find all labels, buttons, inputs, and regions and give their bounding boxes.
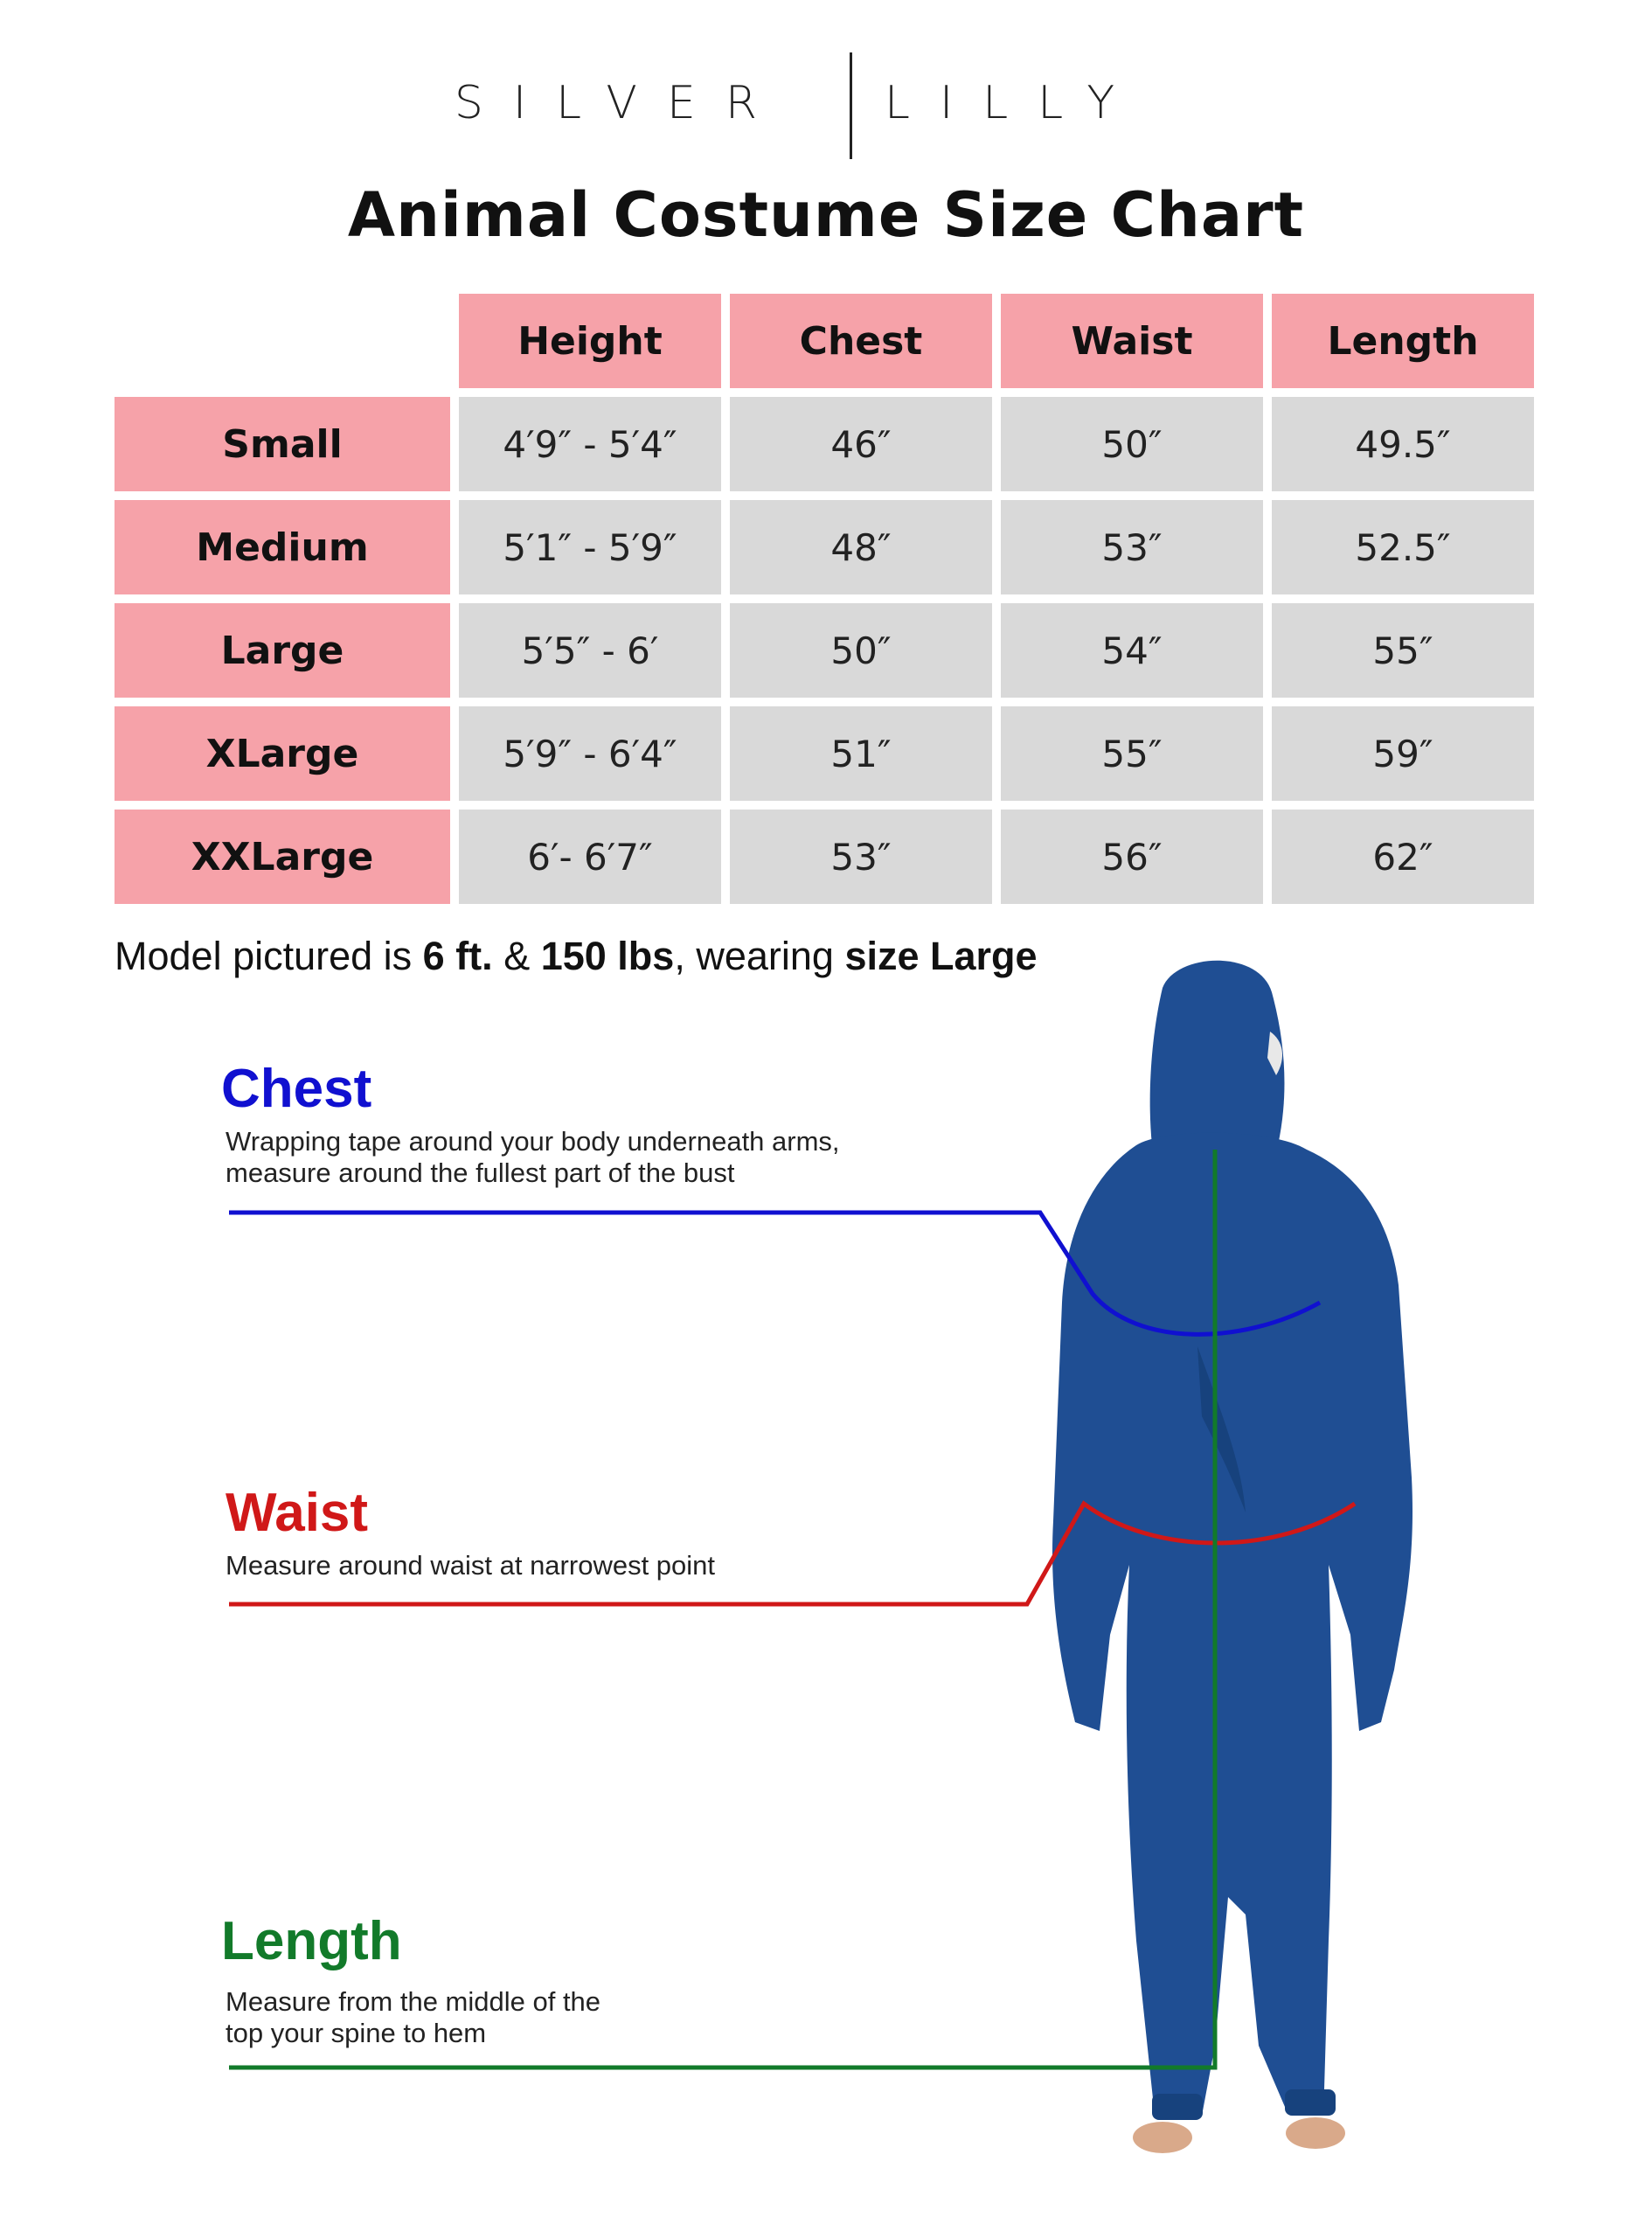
page-title: Animal Costume Size Chart [347,179,1305,251]
size-chart-table [106,285,1543,913]
model-weight: 150 lbs [540,934,675,978]
length-title: Length [221,1911,402,1971]
table-cell: 4′9″ - 5′4″ [459,397,721,491]
row-header-size: Small [115,397,450,491]
column-header-chest: Chest [730,294,992,388]
model-size: size Large [844,934,1038,978]
model-height: 6 ft. [422,934,493,978]
length-description [226,1986,907,2049]
table-cell: 48″ [730,500,992,594]
model-note-mid: , wearing [674,934,845,978]
table-cell: 51″ [730,706,992,801]
table-cell: 52.5″ [1272,500,1534,594]
chest-desc-line2: measure around the fullest part of the bust [226,1157,735,1188]
right-foot-shape [1286,2117,1345,2149]
brand-logo [0,52,1652,166]
table-cell: 59″ [1272,706,1534,801]
brand-name-right: LILLY [885,77,1145,129]
chest-desc-line1: Wrapping tape around your body underneath arms, [226,1126,840,1157]
table-row [115,397,1534,491]
table-cell: 56″ [1001,810,1263,904]
row-header-size: Large [115,603,450,698]
waist-desc-line1: Measure around waist at narrowest point [226,1550,716,1581]
table-header-row [115,294,1534,388]
brand-name-left: SILVER [454,77,787,129]
table-cell: 53″ [1001,500,1263,594]
row-header-size: XLarge [115,706,450,801]
row-header-size: XXLarge [115,810,450,904]
table-row [115,500,1534,594]
table-corner [115,294,450,388]
costume-figure [1052,961,1413,2120]
table-row [115,706,1534,801]
table-cell: 5′9″ - 6′4″ [459,706,721,801]
waist-description [226,1550,907,1581]
column-header-waist: Waist [1001,294,1263,388]
table-cell: 46″ [730,397,992,491]
table-cell: 62″ [1272,810,1534,904]
waist-title: Waist [226,1483,369,1543]
table-row [115,603,1534,698]
column-header-height: Height [459,294,721,388]
table-cell: 55″ [1272,603,1534,698]
table-cell: 5′1″ - 5′9″ [459,500,721,594]
brand-divider [850,52,852,159]
table-cell: 5′5″ - 6′ [459,603,721,698]
length-desc-line1: Measure from the middle of the [226,1986,601,2017]
chest-title: Chest [221,1059,372,1119]
table-cell: 6′- 6′7″ [459,810,721,904]
left-foot-shape [1133,2122,1192,2153]
table-cell: 50″ [1001,397,1263,491]
table-row [115,810,1534,904]
table-cell: 54″ [1001,603,1263,698]
measurement-guide [0,953,1652,2238]
row-header-size: Medium [115,500,450,594]
table-cell: 49.5″ [1272,397,1534,491]
chest-description [226,1126,907,1189]
table-cell: 50″ [730,603,992,698]
column-header-length: Length [1272,294,1534,388]
table-cell: 53″ [730,810,992,904]
model-note-prefix: Model pictured is [115,934,423,978]
model-note-amp: & [492,934,541,978]
table-cell: 55″ [1001,706,1263,801]
length-desc-line2: top your spine to hem [226,2018,487,2048]
